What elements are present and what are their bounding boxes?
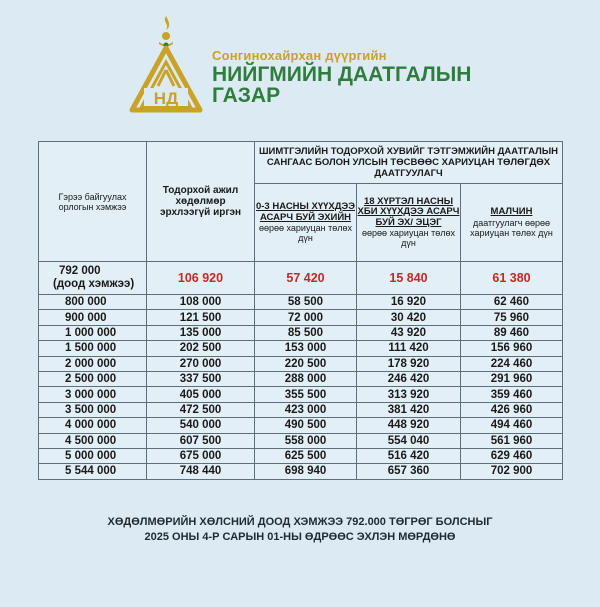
cell-mother-0-3: 698 940 bbox=[255, 464, 357, 479]
cell-income: 2 500 000 bbox=[39, 371, 147, 386]
cell-herder: 359 460 bbox=[461, 387, 563, 402]
cell-mother-0-3: 625 500 bbox=[255, 448, 357, 463]
cell-herder: 426 960 bbox=[461, 402, 563, 417]
cell-mother-0-3: 153 000 bbox=[255, 341, 357, 356]
cell-mother-0-3: 58 500 bbox=[255, 295, 357, 310]
income-note: (доод хэмжээ) bbox=[53, 278, 135, 290]
cell-parent-disabled: 30 420 bbox=[357, 310, 461, 325]
table-row bbox=[39, 356, 563, 371]
cell-income: 3 500 000 bbox=[39, 402, 147, 417]
cell-parent-disabled: 16 920 bbox=[357, 295, 461, 310]
cell-mother-0-3: 57 420 bbox=[255, 262, 357, 295]
header-mother-0-3-title: 0-3 НАСНЫ ХҮҮХДЭЭ АСАРЧ БУЙ ЭХИЙН bbox=[255, 201, 356, 223]
cell-parent-disabled: 313 920 bbox=[357, 387, 461, 402]
footer-line-2: 2025 ОНЫ 4-Р САРЫН 01-НЫ ӨДРӨӨС ЭХЛЭН МӨРДӨНӨ bbox=[144, 531, 456, 543]
organization-subtitle: Сонгинохайрхан дүүргийн bbox=[212, 48, 387, 63]
cell-unemployed: 270 000 bbox=[147, 356, 255, 371]
cell-unemployed: 540 000 bbox=[147, 418, 255, 433]
table-row bbox=[39, 448, 563, 463]
cell-unemployed: 202 500 bbox=[147, 341, 255, 356]
header-parent-disabled bbox=[357, 184, 461, 262]
cell-herder: 62 460 bbox=[461, 295, 563, 310]
title-line-1: НИЙГМИЙН ДААТГАЛЫН bbox=[212, 63, 472, 86]
cell-income: 4 500 000 bbox=[39, 433, 147, 448]
cell-mother-0-3: 85 500 bbox=[255, 325, 357, 340]
cell-unemployed: 607 500 bbox=[147, 433, 255, 448]
cell-income: 1 500 000 bbox=[39, 341, 147, 356]
header-parent-disabled-note: өөрөө хариуцан төлөх дүн bbox=[362, 228, 455, 249]
cell-mother-0-3: 220 500 bbox=[255, 356, 357, 371]
header-income: Гэрээ байгуулах орлогын хэмжээ bbox=[39, 142, 147, 262]
cell-income: 4 000 000 bbox=[39, 418, 147, 433]
cell-income: 5 000 000 bbox=[39, 448, 147, 463]
logo-letters: НД bbox=[153, 89, 179, 108]
cell-parent-disabled: 381 420 bbox=[357, 402, 461, 417]
cell-mother-0-3: 288 000 bbox=[255, 371, 357, 386]
table-row bbox=[39, 310, 563, 325]
cell-income: 5 544 000 bbox=[39, 464, 147, 479]
cell-herder: 291 960 bbox=[461, 371, 563, 386]
cell-herder: 629 460 bbox=[461, 448, 563, 463]
cell-parent-disabled: 516 420 bbox=[357, 448, 461, 463]
cell-parent-disabled: 43 920 bbox=[357, 325, 461, 340]
cell-unemployed: 106 920 bbox=[147, 262, 255, 295]
table-body bbox=[39, 262, 563, 480]
header-group: ШИМТГЭЛИЙН ТОДОРХОЙ ХУВИЙГ ТЭТГЭМЖИЙН ДААТГАЛЫН САНГААС БОЛОН УЛСЫН ТӨСВӨӨС ХАРИУЦАН ТӨЛӨГДӨХ ДААТГУУЛАГЧ bbox=[255, 142, 563, 184]
cell-unemployed: 748 440 bbox=[147, 464, 255, 479]
contribution-table bbox=[38, 141, 563, 480]
cell-mother-0-3: 490 500 bbox=[255, 418, 357, 433]
cell-herder: 224 460 bbox=[461, 356, 563, 371]
table-row bbox=[39, 464, 563, 479]
header-parent-disabled-title: 18 ХҮРТЭЛ НАСНЫ ХБИ ХҮҮХДЭЭ АСАРЧ БУЙ ЭХ/ ЭЦЭГ bbox=[357, 195, 460, 228]
cell-income: 1 000 000 bbox=[39, 325, 147, 340]
cell-mother-0-3: 423 000 bbox=[255, 402, 357, 417]
cell-unemployed: 135 000 bbox=[147, 325, 255, 340]
table-row bbox=[39, 341, 563, 356]
table-row bbox=[39, 418, 563, 433]
cell-unemployed: 337 500 bbox=[147, 371, 255, 386]
cell-unemployed: 675 000 bbox=[147, 448, 255, 463]
organization-logo bbox=[128, 14, 204, 114]
cell-income: 900 000 bbox=[39, 310, 147, 325]
cell-herder: 61 380 bbox=[461, 262, 563, 295]
header-mother-0-3-note: өөрөө хариуцан төлөх дүн bbox=[259, 223, 352, 243]
cell-unemployed: 405 000 bbox=[147, 387, 255, 402]
header bbox=[0, 0, 600, 125]
cell-mother-0-3: 355 500 bbox=[255, 387, 357, 402]
header-herder-note: даатгуулагч өөрөө хариуцан төлөх дүн bbox=[470, 217, 553, 238]
cell-mother-0-3: 558 000 bbox=[255, 433, 357, 448]
header-mother-0-3 bbox=[255, 184, 357, 262]
footer-line-1: ХӨДӨЛМӨРИЙН ХӨЛСНИЙ ДООД ХЭМЖЭЭ 792.000 ТӨГРӨГ БОЛСНЫГ bbox=[107, 516, 493, 528]
cell-income: 3 000 000 bbox=[39, 387, 147, 402]
footer-note bbox=[0, 515, 600, 545]
header-herder bbox=[461, 184, 563, 262]
cell-mother-0-3: 72 000 bbox=[255, 310, 357, 325]
table-row bbox=[39, 402, 563, 417]
table-row bbox=[39, 371, 563, 386]
contribution-table-wrapper bbox=[38, 141, 562, 480]
table-row bbox=[39, 262, 563, 295]
header-unemployed: Тодорхой ажил хөдөлмөр эрхлээгүй иргэн bbox=[147, 142, 255, 262]
title-line-2: ГАЗАР bbox=[212, 84, 281, 107]
cell-herder: 561 960 bbox=[461, 433, 563, 448]
cell-unemployed: 108 000 bbox=[147, 295, 255, 310]
cell-herder: 702 900 bbox=[461, 464, 563, 479]
table-row bbox=[39, 433, 563, 448]
cell-parent-disabled: 246 420 bbox=[357, 371, 461, 386]
cell-parent-disabled: 178 920 bbox=[357, 356, 461, 371]
cell-herder: 75 960 bbox=[461, 310, 563, 325]
income-value: 792 000 bbox=[59, 265, 101, 277]
table-row bbox=[39, 325, 563, 340]
cell-parent-disabled: 554 040 bbox=[357, 433, 461, 448]
cell-herder: 89 460 bbox=[461, 325, 563, 340]
cell-herder: 156 960 bbox=[461, 341, 563, 356]
cell-unemployed: 472 500 bbox=[147, 402, 255, 417]
cell-income: 2 000 000 bbox=[39, 356, 147, 371]
header-herder-title: МАЛЧИН bbox=[490, 206, 533, 218]
cell-herder: 494 460 bbox=[461, 418, 563, 433]
cell-parent-disabled: 657 360 bbox=[357, 464, 461, 479]
table-row bbox=[39, 387, 563, 402]
cell-income bbox=[39, 262, 147, 295]
cell-parent-disabled: 15 840 bbox=[357, 262, 461, 295]
cell-parent-disabled: 111 420 bbox=[357, 341, 461, 356]
cell-parent-disabled: 448 920 bbox=[357, 418, 461, 433]
cell-unemployed: 121 500 bbox=[147, 310, 255, 325]
table-row bbox=[39, 295, 563, 310]
cell-income: 800 000 bbox=[39, 295, 147, 310]
organization-title bbox=[212, 64, 471, 106]
